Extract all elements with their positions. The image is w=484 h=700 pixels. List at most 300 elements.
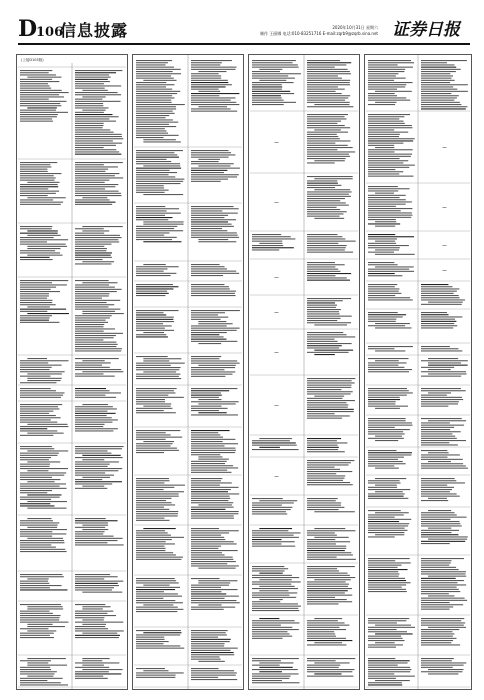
text-line bbox=[421, 514, 457, 515]
text-line bbox=[307, 125, 345, 126]
masthead-rule bbox=[18, 43, 470, 45]
text-line bbox=[428, 595, 454, 596]
text-line bbox=[75, 204, 112, 205]
text-line bbox=[368, 316, 403, 317]
text-line bbox=[20, 505, 54, 506]
text-line bbox=[368, 312, 398, 313]
text-line bbox=[136, 89, 172, 90]
text-line bbox=[421, 560, 452, 561]
text-line bbox=[368, 620, 406, 621]
text-line bbox=[75, 246, 104, 247]
text-line bbox=[191, 217, 224, 218]
text-line bbox=[20, 304, 56, 305]
text-line bbox=[421, 102, 460, 103]
text-line bbox=[136, 607, 178, 608]
text-line bbox=[368, 151, 394, 152]
text-line bbox=[27, 481, 54, 482]
text-line bbox=[191, 100, 231, 101]
text-line bbox=[20, 90, 62, 91]
text-line bbox=[368, 156, 411, 157]
text-line bbox=[75, 635, 120, 636]
text-line bbox=[75, 328, 115, 329]
text-line bbox=[136, 376, 179, 377]
text-line bbox=[307, 566, 355, 567]
text-line bbox=[75, 346, 116, 347]
text-line bbox=[20, 289, 51, 290]
text-line bbox=[368, 569, 408, 570]
text-line bbox=[191, 232, 237, 233]
text-line bbox=[421, 390, 466, 391]
text-line bbox=[191, 336, 224, 337]
text-line bbox=[368, 62, 414, 63]
text-line bbox=[191, 75, 221, 76]
text-line bbox=[252, 601, 280, 602]
text-line bbox=[428, 673, 458, 674]
text-line bbox=[307, 185, 341, 186]
text-line bbox=[20, 110, 56, 111]
text-line bbox=[368, 132, 408, 133]
text-line bbox=[368, 204, 406, 205]
text-line bbox=[82, 313, 123, 314]
text-line bbox=[75, 388, 106, 389]
text-line bbox=[20, 574, 62, 575]
text-line bbox=[191, 675, 236, 676]
text-line bbox=[143, 194, 183, 195]
text-line bbox=[136, 539, 172, 540]
text-line bbox=[20, 576, 64, 577]
text-line bbox=[375, 327, 411, 328]
text-line bbox=[75, 125, 103, 126]
text-line bbox=[252, 64, 298, 65]
text-line bbox=[421, 425, 464, 426]
text-line bbox=[307, 509, 339, 510]
text-line bbox=[252, 627, 292, 628]
text-line bbox=[75, 140, 113, 141]
text-line bbox=[375, 633, 413, 634]
text-line bbox=[136, 648, 184, 649]
text-line bbox=[421, 571, 466, 572]
text-line bbox=[259, 243, 282, 244]
text-line bbox=[421, 73, 450, 74]
text-line bbox=[75, 587, 114, 588]
text-line bbox=[82, 665, 104, 666]
page-number: 106 bbox=[36, 25, 64, 40]
text-line bbox=[136, 284, 173, 285]
text-line bbox=[136, 128, 165, 129]
column-1-caption: (上接D105版) bbox=[21, 58, 44, 62]
text-line bbox=[82, 197, 107, 198]
text-line bbox=[198, 582, 230, 583]
text-line bbox=[368, 618, 409, 619]
text-line bbox=[136, 535, 171, 536]
text-line bbox=[136, 392, 175, 393]
text-line bbox=[252, 566, 284, 567]
text-line bbox=[307, 442, 347, 443]
text-line bbox=[191, 607, 235, 608]
text-line bbox=[191, 330, 237, 331]
text-line bbox=[375, 625, 411, 626]
column-1-text bbox=[17, 55, 127, 689]
text-line bbox=[307, 149, 337, 150]
text-line bbox=[421, 62, 447, 63]
text-line bbox=[75, 317, 110, 318]
text-line bbox=[252, 234, 281, 235]
text-line bbox=[198, 412, 226, 413]
text-line bbox=[136, 111, 173, 112]
text-line bbox=[136, 106, 176, 107]
text-line bbox=[75, 667, 109, 668]
text-line bbox=[82, 230, 109, 231]
text-line bbox=[75, 188, 105, 189]
text-line bbox=[82, 486, 104, 487]
text-line bbox=[191, 578, 220, 579]
text-line bbox=[136, 403, 171, 404]
text-line bbox=[428, 369, 451, 370]
text-line bbox=[191, 632, 226, 633]
text-line bbox=[307, 207, 337, 208]
text-line bbox=[20, 371, 65, 372]
text-line bbox=[27, 665, 67, 666]
text-line bbox=[307, 277, 347, 278]
text-line bbox=[368, 521, 399, 522]
text-line bbox=[368, 647, 396, 648]
text-line bbox=[191, 64, 220, 65]
text-line bbox=[375, 226, 395, 227]
text-line bbox=[20, 587, 50, 588]
text-line bbox=[27, 197, 65, 198]
text-line bbox=[368, 489, 410, 490]
text-line bbox=[307, 633, 335, 634]
text-line bbox=[136, 62, 168, 63]
text-line bbox=[368, 658, 395, 659]
text-line bbox=[136, 452, 164, 453]
text-line bbox=[368, 80, 394, 81]
text-line bbox=[307, 586, 348, 587]
text-line bbox=[191, 591, 221, 592]
text-line bbox=[368, 669, 411, 670]
text-line bbox=[314, 129, 340, 130]
text-line bbox=[191, 589, 238, 590]
text-line bbox=[191, 507, 234, 508]
text-line bbox=[368, 665, 398, 666]
text-line bbox=[20, 376, 50, 377]
text-line bbox=[75, 101, 121, 102]
text-line bbox=[368, 245, 409, 246]
text-line bbox=[368, 662, 408, 663]
text-line bbox=[252, 245, 283, 246]
text-line bbox=[259, 599, 282, 600]
text-line bbox=[252, 236, 291, 237]
text-line bbox=[421, 642, 451, 643]
text-line bbox=[20, 101, 66, 102]
text-line bbox=[136, 71, 173, 72]
text-line bbox=[314, 396, 344, 397]
text-line bbox=[191, 174, 239, 175]
text-line bbox=[20, 295, 49, 296]
text-line bbox=[20, 390, 56, 391]
text-line bbox=[136, 489, 164, 490]
text-line bbox=[368, 100, 410, 101]
text-line bbox=[368, 438, 404, 439]
text-line bbox=[136, 513, 178, 514]
text-line bbox=[191, 332, 227, 333]
text-line bbox=[421, 431, 461, 432]
text-line bbox=[368, 425, 413, 426]
text-line bbox=[368, 114, 410, 115]
text-line bbox=[75, 293, 109, 294]
text-line bbox=[75, 578, 104, 579]
text-line bbox=[20, 426, 68, 427]
text-line bbox=[252, 633, 290, 634]
text-line bbox=[191, 360, 237, 361]
text-line bbox=[368, 514, 404, 515]
text-line bbox=[20, 315, 52, 316]
text-line bbox=[368, 589, 406, 590]
text-line bbox=[307, 385, 351, 386]
text-line bbox=[368, 493, 405, 494]
text-line bbox=[307, 145, 348, 146]
text-line bbox=[421, 631, 452, 632]
text-line bbox=[136, 582, 179, 583]
text-line bbox=[136, 502, 172, 503]
text-line bbox=[307, 339, 334, 340]
text-line bbox=[75, 470, 118, 471]
text-line bbox=[307, 343, 352, 344]
text-line bbox=[20, 257, 50, 258]
text-line bbox=[191, 602, 240, 603]
text-line bbox=[368, 362, 407, 363]
text-line bbox=[307, 106, 353, 107]
text-line bbox=[421, 573, 466, 574]
text-line bbox=[252, 595, 289, 596]
text-line bbox=[198, 241, 236, 242]
text-line bbox=[368, 271, 414, 272]
text-line bbox=[198, 604, 221, 605]
text-line bbox=[20, 589, 68, 590]
text-line bbox=[20, 395, 63, 396]
text-line bbox=[368, 165, 415, 166]
text-line bbox=[307, 262, 335, 263]
text-line bbox=[421, 543, 450, 544]
text-line bbox=[368, 252, 394, 253]
text-line bbox=[75, 289, 122, 290]
text-line bbox=[421, 346, 450, 347]
text-line bbox=[259, 579, 291, 580]
text-line bbox=[368, 299, 413, 300]
text-line bbox=[20, 280, 68, 281]
text-line bbox=[136, 559, 181, 560]
text-line bbox=[307, 577, 355, 578]
text-line bbox=[75, 255, 111, 256]
text-line bbox=[136, 119, 173, 120]
text-line bbox=[314, 189, 350, 190]
text-line bbox=[368, 459, 398, 460]
text-line bbox=[307, 302, 335, 303]
text-line bbox=[307, 320, 337, 321]
text-line bbox=[307, 601, 352, 602]
text-line bbox=[20, 551, 67, 552]
text-line bbox=[307, 341, 338, 342]
text-line bbox=[307, 548, 346, 549]
text-line bbox=[136, 330, 174, 331]
text-line bbox=[421, 665, 464, 666]
text-line bbox=[143, 224, 183, 225]
text-line bbox=[20, 199, 53, 200]
text-line bbox=[75, 259, 103, 260]
text-line bbox=[75, 466, 108, 467]
text-line bbox=[82, 371, 123, 372]
text-line bbox=[75, 149, 116, 150]
text-line bbox=[307, 196, 351, 197]
text-line bbox=[27, 107, 57, 108]
text-line bbox=[368, 195, 406, 196]
text-line bbox=[252, 67, 299, 68]
text-line bbox=[20, 536, 52, 537]
text-line bbox=[307, 550, 345, 551]
text-line bbox=[136, 641, 169, 642]
text-line bbox=[307, 211, 347, 212]
text-line bbox=[136, 511, 178, 512]
text-line bbox=[421, 602, 450, 603]
text-line bbox=[75, 426, 103, 427]
text-line bbox=[75, 300, 120, 301]
text-line bbox=[368, 532, 404, 533]
text-line bbox=[136, 232, 169, 233]
text-line bbox=[75, 83, 104, 84]
text-line bbox=[27, 470, 48, 471]
text-line bbox=[307, 449, 338, 450]
text-line bbox=[307, 475, 345, 476]
text-line bbox=[20, 466, 50, 467]
text-line bbox=[20, 193, 56, 194]
text-line bbox=[368, 286, 395, 287]
text-line bbox=[75, 413, 116, 414]
text-line bbox=[421, 325, 457, 326]
text-line bbox=[421, 291, 457, 292]
text-line bbox=[136, 363, 185, 364]
text-line bbox=[307, 568, 337, 569]
text-line bbox=[143, 332, 164, 333]
text-line bbox=[191, 154, 235, 155]
text-line bbox=[191, 515, 234, 516]
text-line bbox=[136, 677, 175, 678]
text-line bbox=[136, 643, 163, 644]
text-line bbox=[75, 395, 105, 396]
text-line bbox=[191, 266, 225, 267]
text-line bbox=[368, 143, 403, 144]
text-line bbox=[368, 149, 413, 150]
text-line bbox=[75, 671, 109, 672]
text-line bbox=[421, 442, 449, 443]
text-line bbox=[20, 171, 48, 172]
text-line bbox=[421, 569, 459, 570]
text-line bbox=[136, 208, 179, 209]
newspaper-logo bbox=[392, 18, 472, 40]
text-line bbox=[136, 496, 179, 497]
text-line bbox=[136, 637, 164, 638]
text-line bbox=[307, 334, 347, 335]
text-line bbox=[75, 127, 103, 128]
text-line bbox=[421, 636, 453, 637]
text-line bbox=[191, 284, 224, 285]
dash-mark bbox=[443, 245, 447, 246]
text-line bbox=[252, 507, 292, 508]
text-line bbox=[20, 226, 52, 227]
text-line bbox=[75, 540, 118, 541]
text-line bbox=[307, 557, 337, 558]
text-line bbox=[368, 321, 396, 322]
text-line bbox=[20, 74, 56, 75]
text-line bbox=[191, 264, 220, 265]
text-line bbox=[314, 537, 348, 538]
text-line bbox=[307, 660, 336, 661]
text-line bbox=[20, 397, 61, 398]
text-line bbox=[191, 62, 222, 63]
text-line bbox=[191, 432, 218, 433]
text-line bbox=[421, 444, 458, 445]
text-line bbox=[136, 356, 168, 357]
text-line bbox=[307, 573, 348, 574]
text-line bbox=[20, 486, 60, 487]
text-line bbox=[136, 86, 166, 87]
text-line bbox=[421, 660, 452, 661]
text-line bbox=[307, 123, 337, 124]
text-line bbox=[75, 348, 122, 349]
text-line bbox=[75, 461, 119, 462]
text-line bbox=[307, 202, 346, 203]
text-line bbox=[136, 271, 164, 272]
text-line bbox=[136, 174, 169, 175]
text-line bbox=[428, 461, 451, 462]
text-line bbox=[191, 97, 235, 98]
text-line bbox=[136, 611, 177, 612]
text-line bbox=[20, 453, 59, 454]
text-line bbox=[421, 371, 466, 372]
text-line bbox=[421, 433, 452, 434]
text-line bbox=[368, 388, 407, 389]
text-line bbox=[20, 164, 50, 165]
text-line bbox=[75, 415, 107, 416]
column-3 bbox=[248, 54, 360, 690]
text-line bbox=[191, 677, 218, 678]
text-line bbox=[20, 477, 52, 478]
text-line bbox=[368, 678, 396, 679]
text-line bbox=[82, 311, 115, 312]
text-line bbox=[307, 140, 350, 141]
text-line bbox=[75, 154, 121, 155]
text-line bbox=[421, 532, 451, 533]
text-line bbox=[136, 268, 167, 269]
text-line bbox=[20, 542, 64, 543]
text-line bbox=[421, 401, 459, 402]
text-line bbox=[191, 319, 221, 320]
text-line bbox=[307, 552, 351, 553]
text-line bbox=[307, 658, 355, 659]
text-line bbox=[259, 447, 280, 448]
text-line bbox=[368, 565, 402, 566]
text-line bbox=[421, 633, 454, 634]
text-line bbox=[421, 482, 465, 483]
dash-mark bbox=[275, 202, 279, 203]
text-line bbox=[368, 82, 413, 83]
text-line bbox=[252, 541, 295, 542]
text-line bbox=[307, 78, 342, 79]
text-line bbox=[307, 581, 346, 582]
text-line bbox=[191, 528, 219, 529]
text-line bbox=[75, 583, 118, 584]
text-line bbox=[136, 273, 176, 274]
text-line bbox=[421, 321, 456, 322]
